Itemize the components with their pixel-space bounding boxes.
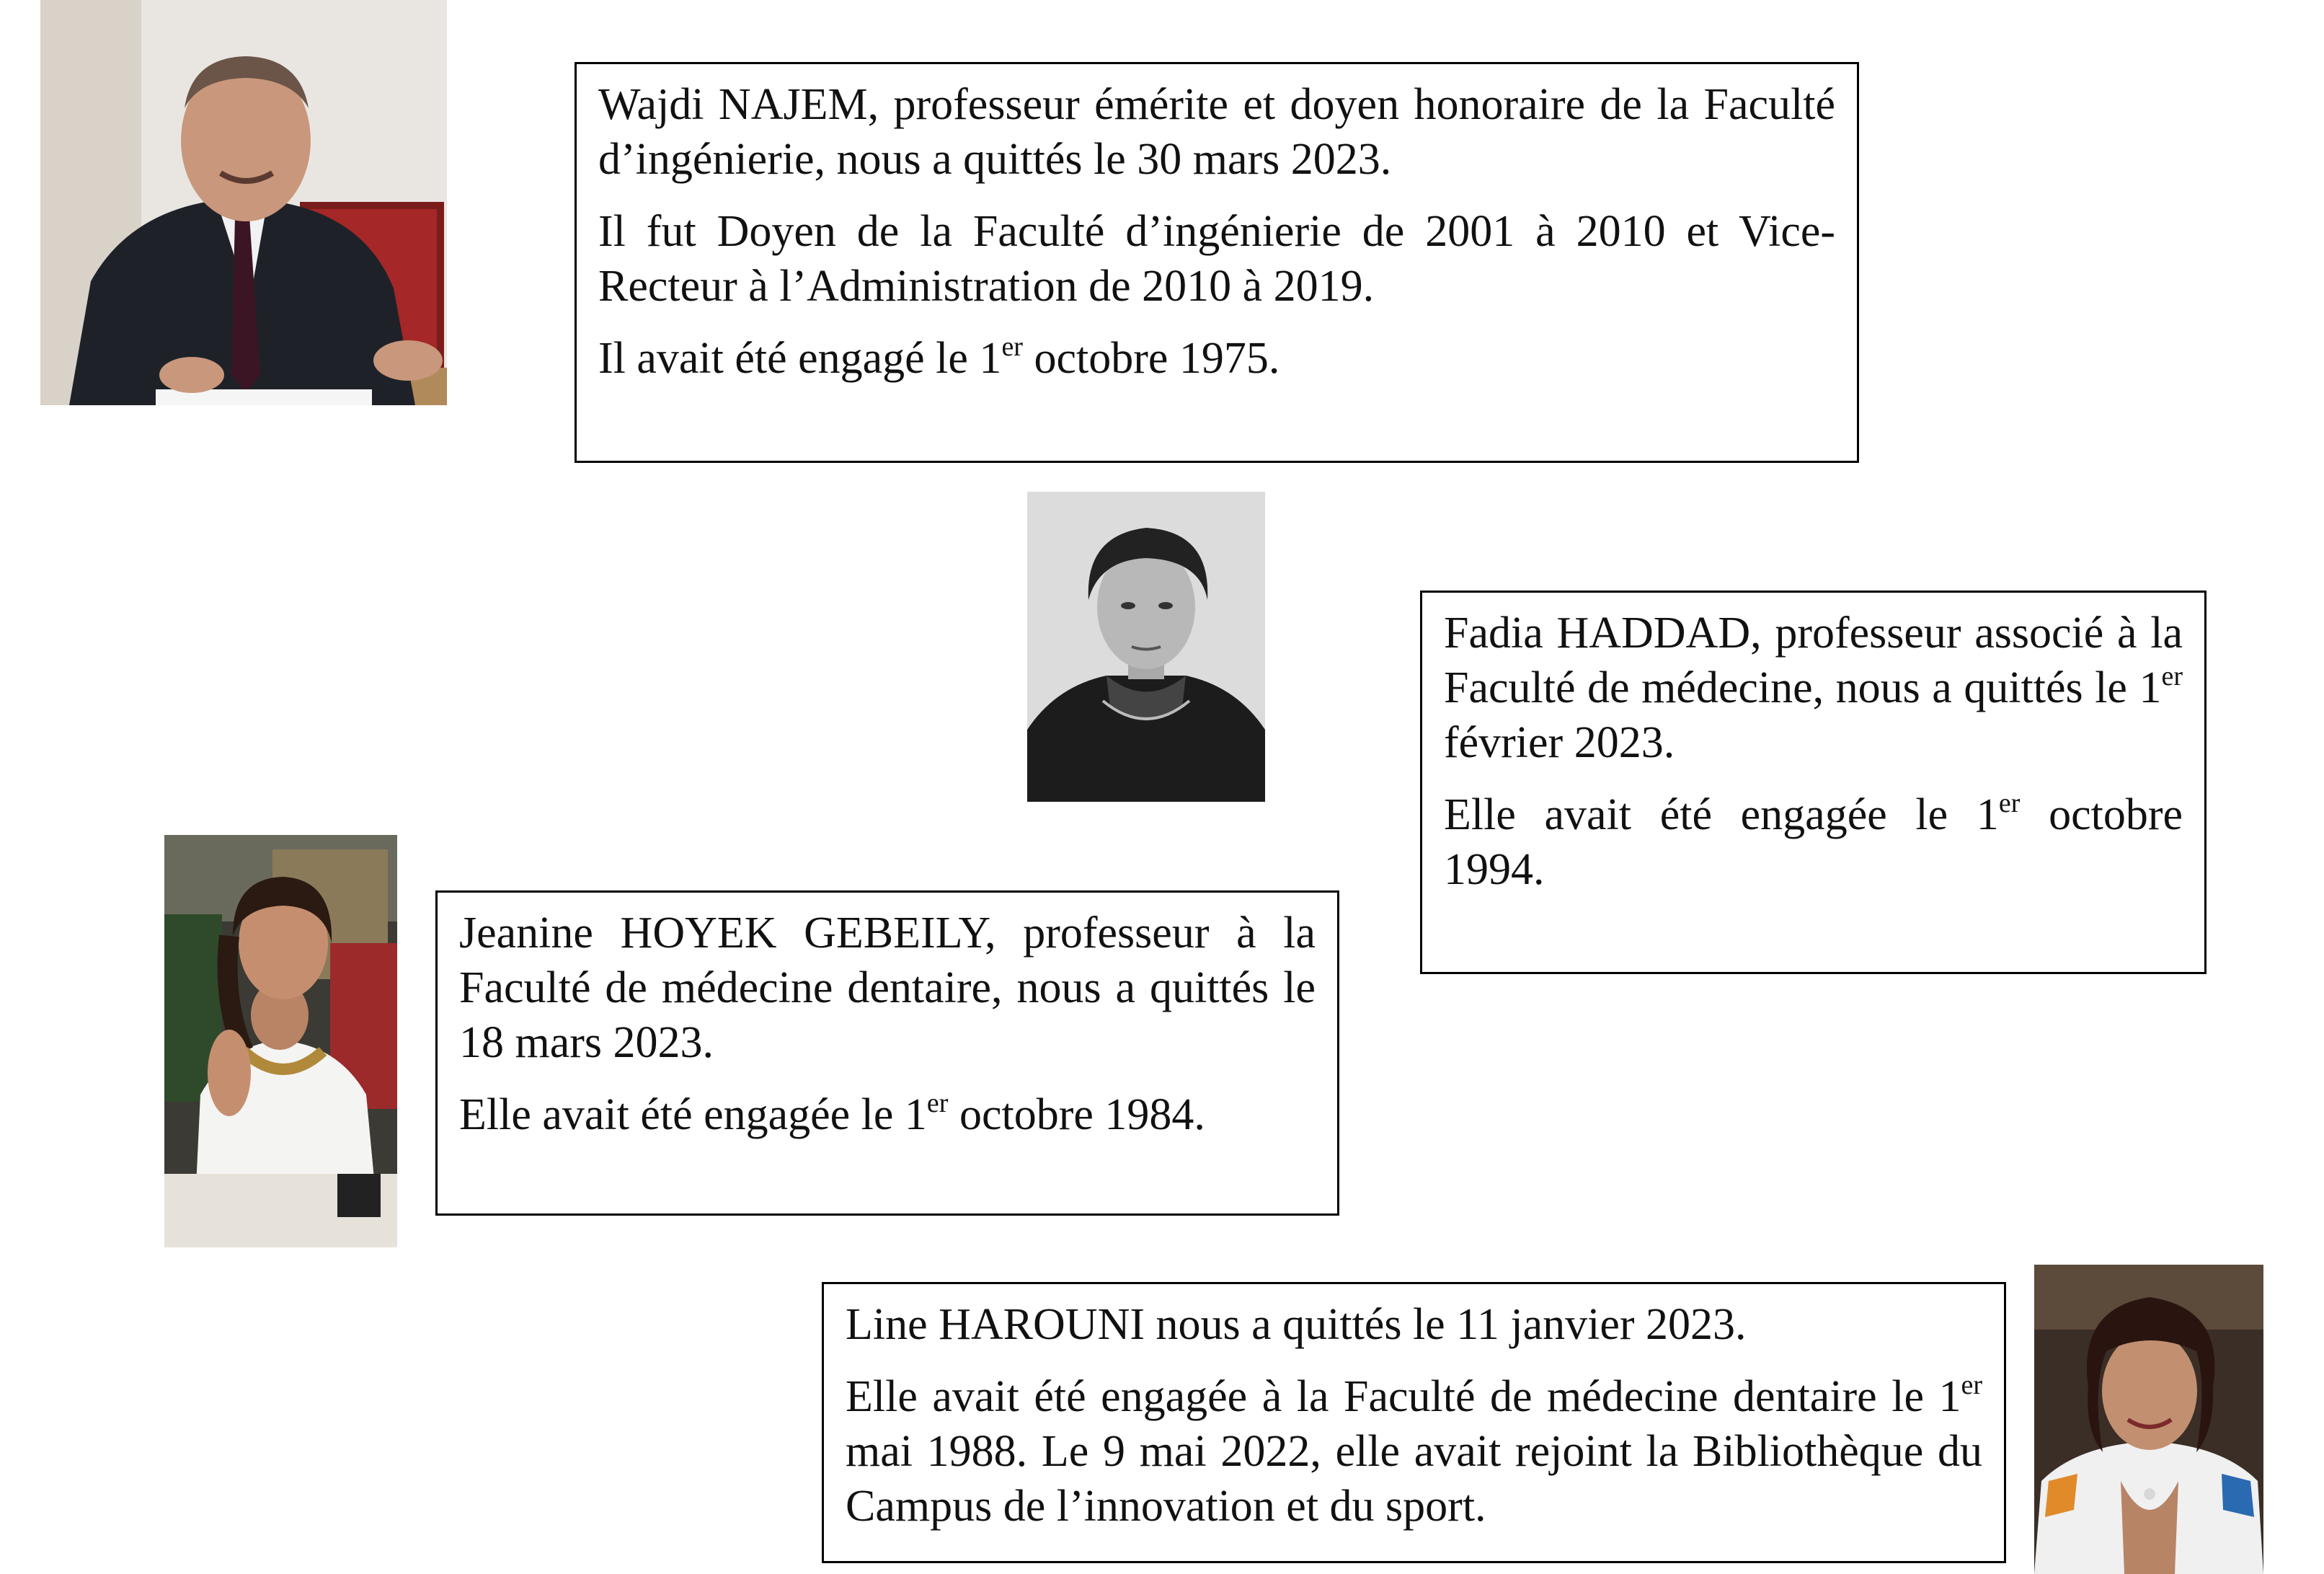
najem-paragraph-1: Wajdi NAJEM, professeur émérite et doyen honoraire de la Faculté d’ingénierie, nous a quittés le 30 mars 2023. [598, 80, 1835, 184]
obituary-box-haddad [1420, 591, 2207, 974]
hoyek-paragraph-2: Elle avait été engagée le 1er octobre 1984. [459, 1088, 1205, 1139]
haddad-paragraph-1: Fadia HADDAD, professeur associé à la Faculté de médecine, nous a quittés le 1er février 2023. [1444, 609, 2183, 767]
harouni-paragraph-2: Elle avait été engagée à la Faculté de médecine dentaire le 1er mai 1988. Le 9 mai 2022, elle avait rejoint la Bibliothèque du Campus de l’innovation et du sport. [846, 1370, 1982, 1531]
portrait-photo-najem [40, 0, 447, 405]
portrait-photo-hoyek [164, 835, 397, 1247]
portrait-photo-harouni [2034, 1265, 2263, 1574]
haddad-paragraph-2: Elle avait été engagée le 1er octobre 1994. [1444, 788, 2183, 894]
najem-paragraph-3: Il avait été engagé le 1er octobre 1975. [598, 332, 1280, 383]
najem-paragraph-2: Il fut Doyen de la Faculté d’ingénierie de 2001 à 2010 et Vice-Recteur à l’Administration de 2010 à 2019. [598, 207, 1835, 311]
hoyek-paragraph-1: Jeanine HOYEK GEBEILY, professeur à la Faculté de médecine dentaire, nous a quittés le 18 mars 2023. [459, 908, 1316, 1067]
obituary-box-harouni [822, 1282, 2006, 1563]
portrait-photo-haddad [1027, 492, 1265, 802]
obituary-box-hoyek [435, 890, 1339, 1216]
harouni-paragraph-1: Line HAROUNI nous a quittés le 11 janvier 2023. [846, 1300, 1747, 1349]
obituary-box-najem [575, 62, 1859, 463]
